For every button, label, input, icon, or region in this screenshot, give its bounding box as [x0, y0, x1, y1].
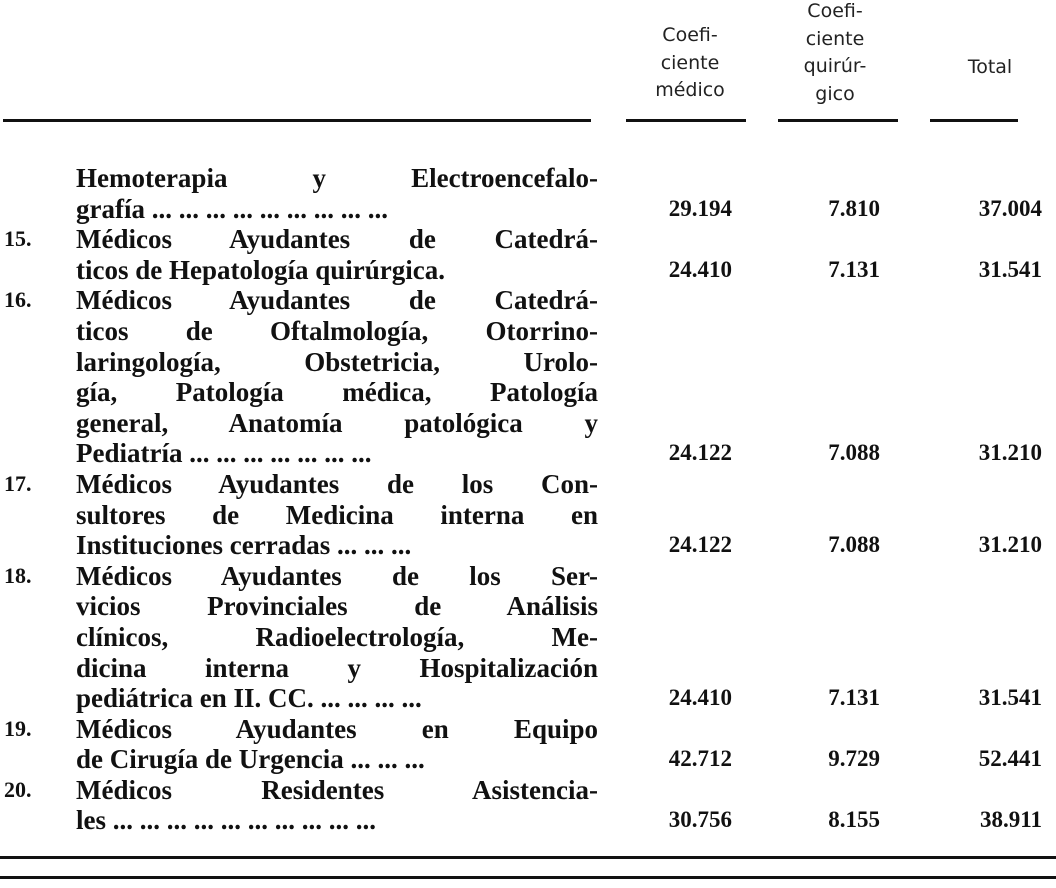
table-row-line: [0, 744, 1056, 775]
value-quirurgico: 7.088: [828, 532, 880, 558]
header-rule: [3, 119, 591, 122]
row-description: Médicos Ayudantes de Catedrá-: [76, 224, 598, 255]
table-row-line: [0, 316, 1056, 347]
row-description: clínicos, Radioelectrología, Me-: [76, 621, 598, 652]
table-body: [0, 163, 1056, 836]
header-line: médico: [655, 79, 725, 101]
header-line: quirúr-: [803, 55, 867, 77]
header-coeficiente-medico: [630, 22, 750, 105]
row-description: gía, Patología médica, Patología: [76, 377, 598, 408]
value-quirurgico: 8.155: [828, 807, 880, 833]
row-description: Médicos Ayudantes en Equipo: [76, 713, 598, 744]
table-row-line: [0, 622, 1056, 653]
row-number: 17.: [4, 470, 32, 496]
row-description: de Cirugía de Urgencia ... ... ...: [76, 744, 425, 775]
value-medico: 42.712: [668, 746, 732, 772]
header-rule: [778, 119, 898, 122]
value-medico: 24.410: [668, 256, 732, 282]
value-total: 52.441: [978, 746, 1042, 772]
table-row-line: [0, 285, 1056, 316]
header-total: [930, 54, 1050, 82]
table-row-line: [0, 500, 1056, 531]
header-line: ciente: [805, 27, 865, 50]
table-row-line: [0, 714, 1056, 745]
value-medico: 30.756: [668, 807, 732, 833]
value-total: 31.210: [978, 440, 1042, 466]
value-medico: 24.122: [668, 532, 732, 558]
row-description: dicina interna y Hospitalización: [76, 652, 598, 683]
value-total: 31.541: [978, 685, 1042, 711]
value-total: 31.210: [978, 532, 1042, 558]
value-medico: 24.122: [668, 440, 732, 466]
table-row-line: [0, 469, 1056, 500]
table-row-line: [0, 591, 1056, 622]
table-row-line: [0, 653, 1056, 684]
row-description: vicios Provinciales de Análisis: [76, 591, 598, 622]
header-rule: [626, 119, 746, 122]
header-rule: [930, 119, 1018, 122]
value-quirurgico: 9.729: [828, 746, 880, 772]
row-number: 19.: [4, 715, 32, 741]
table-row-line: [0, 775, 1056, 806]
table-row-line: [0, 163, 1056, 194]
row-description: sultores de Medicina interna en: [76, 499, 598, 530]
row-description: general, Anatomía patológica y: [76, 407, 598, 438]
value-quirurgico: 7.131: [828, 256, 880, 282]
table-row-line: [0, 683, 1056, 714]
table-row-line: [0, 408, 1056, 439]
row-number: 15.: [4, 226, 32, 252]
row-number: 20.: [4, 776, 32, 802]
table-row-line: [0, 255, 1056, 286]
value-quirurgico: 7.810: [828, 195, 880, 221]
table-row-line: [0, 224, 1056, 255]
header-line: ciente: [660, 51, 720, 74]
row-description: les ... ... ... ... ... ... ... ... ... ...: [76, 805, 376, 836]
row-description: Médicos Ayudantes de Catedrá-: [76, 285, 598, 316]
table-row-line: [0, 530, 1056, 561]
row-description: grafía ... ... ... ... ... ... ... ... ...: [76, 193, 388, 224]
row-description: ticos de Hepatología quirúrgica.: [76, 254, 445, 285]
header-coeficiente-quirurgico: [775, 0, 895, 108]
row-description: ticos de Oftalmología, Otorrino-: [76, 315, 598, 346]
table-row-line: [0, 194, 1056, 225]
row-description: Médicos Residentes Asistencia-: [76, 774, 598, 805]
value-quirurgico: 7.088: [828, 440, 880, 466]
value-total: 31.541: [978, 256, 1042, 282]
row-description: Pediatría ... ... ... ... ... ... ...: [76, 438, 372, 469]
table-row-line: [0, 347, 1056, 378]
row-description: Instituciones cerradas ... ... ...: [76, 530, 412, 561]
row-number: 18.: [4, 562, 32, 588]
row-description: Médicos Ayudantes de los Con-: [76, 468, 598, 499]
header-line: Coefi-: [807, 0, 863, 22]
value-medico: 29.194: [668, 195, 732, 221]
row-number: 16.: [4, 287, 32, 313]
footer-double-rule-top: [0, 856, 1056, 859]
row-description: pediátrica en II. CC. ... ... ... ...: [76, 683, 422, 714]
table-row-line: [0, 805, 1056, 836]
row-description: Médicos Ayudantes de los Ser-: [76, 560, 598, 591]
footer-double-rule-bottom: [0, 876, 1056, 879]
row-description: Hemoterapia y Electroencefalo-: [76, 163, 598, 193]
table-row-line: [0, 377, 1056, 408]
table-row-line: [0, 438, 1056, 469]
header-line: Total: [967, 56, 1013, 78]
table-row-line: [0, 561, 1056, 592]
row-description: laringología, Obstetricia, Urolo-: [76, 346, 598, 377]
value-quirurgico: 7.131: [828, 685, 880, 711]
header-line: gico: [815, 82, 855, 105]
value-total: 37.004: [978, 195, 1042, 221]
header-line: Coefi-: [662, 24, 718, 46]
value-medico: 24.410: [668, 685, 732, 711]
value-total: 38.911: [980, 807, 1042, 833]
